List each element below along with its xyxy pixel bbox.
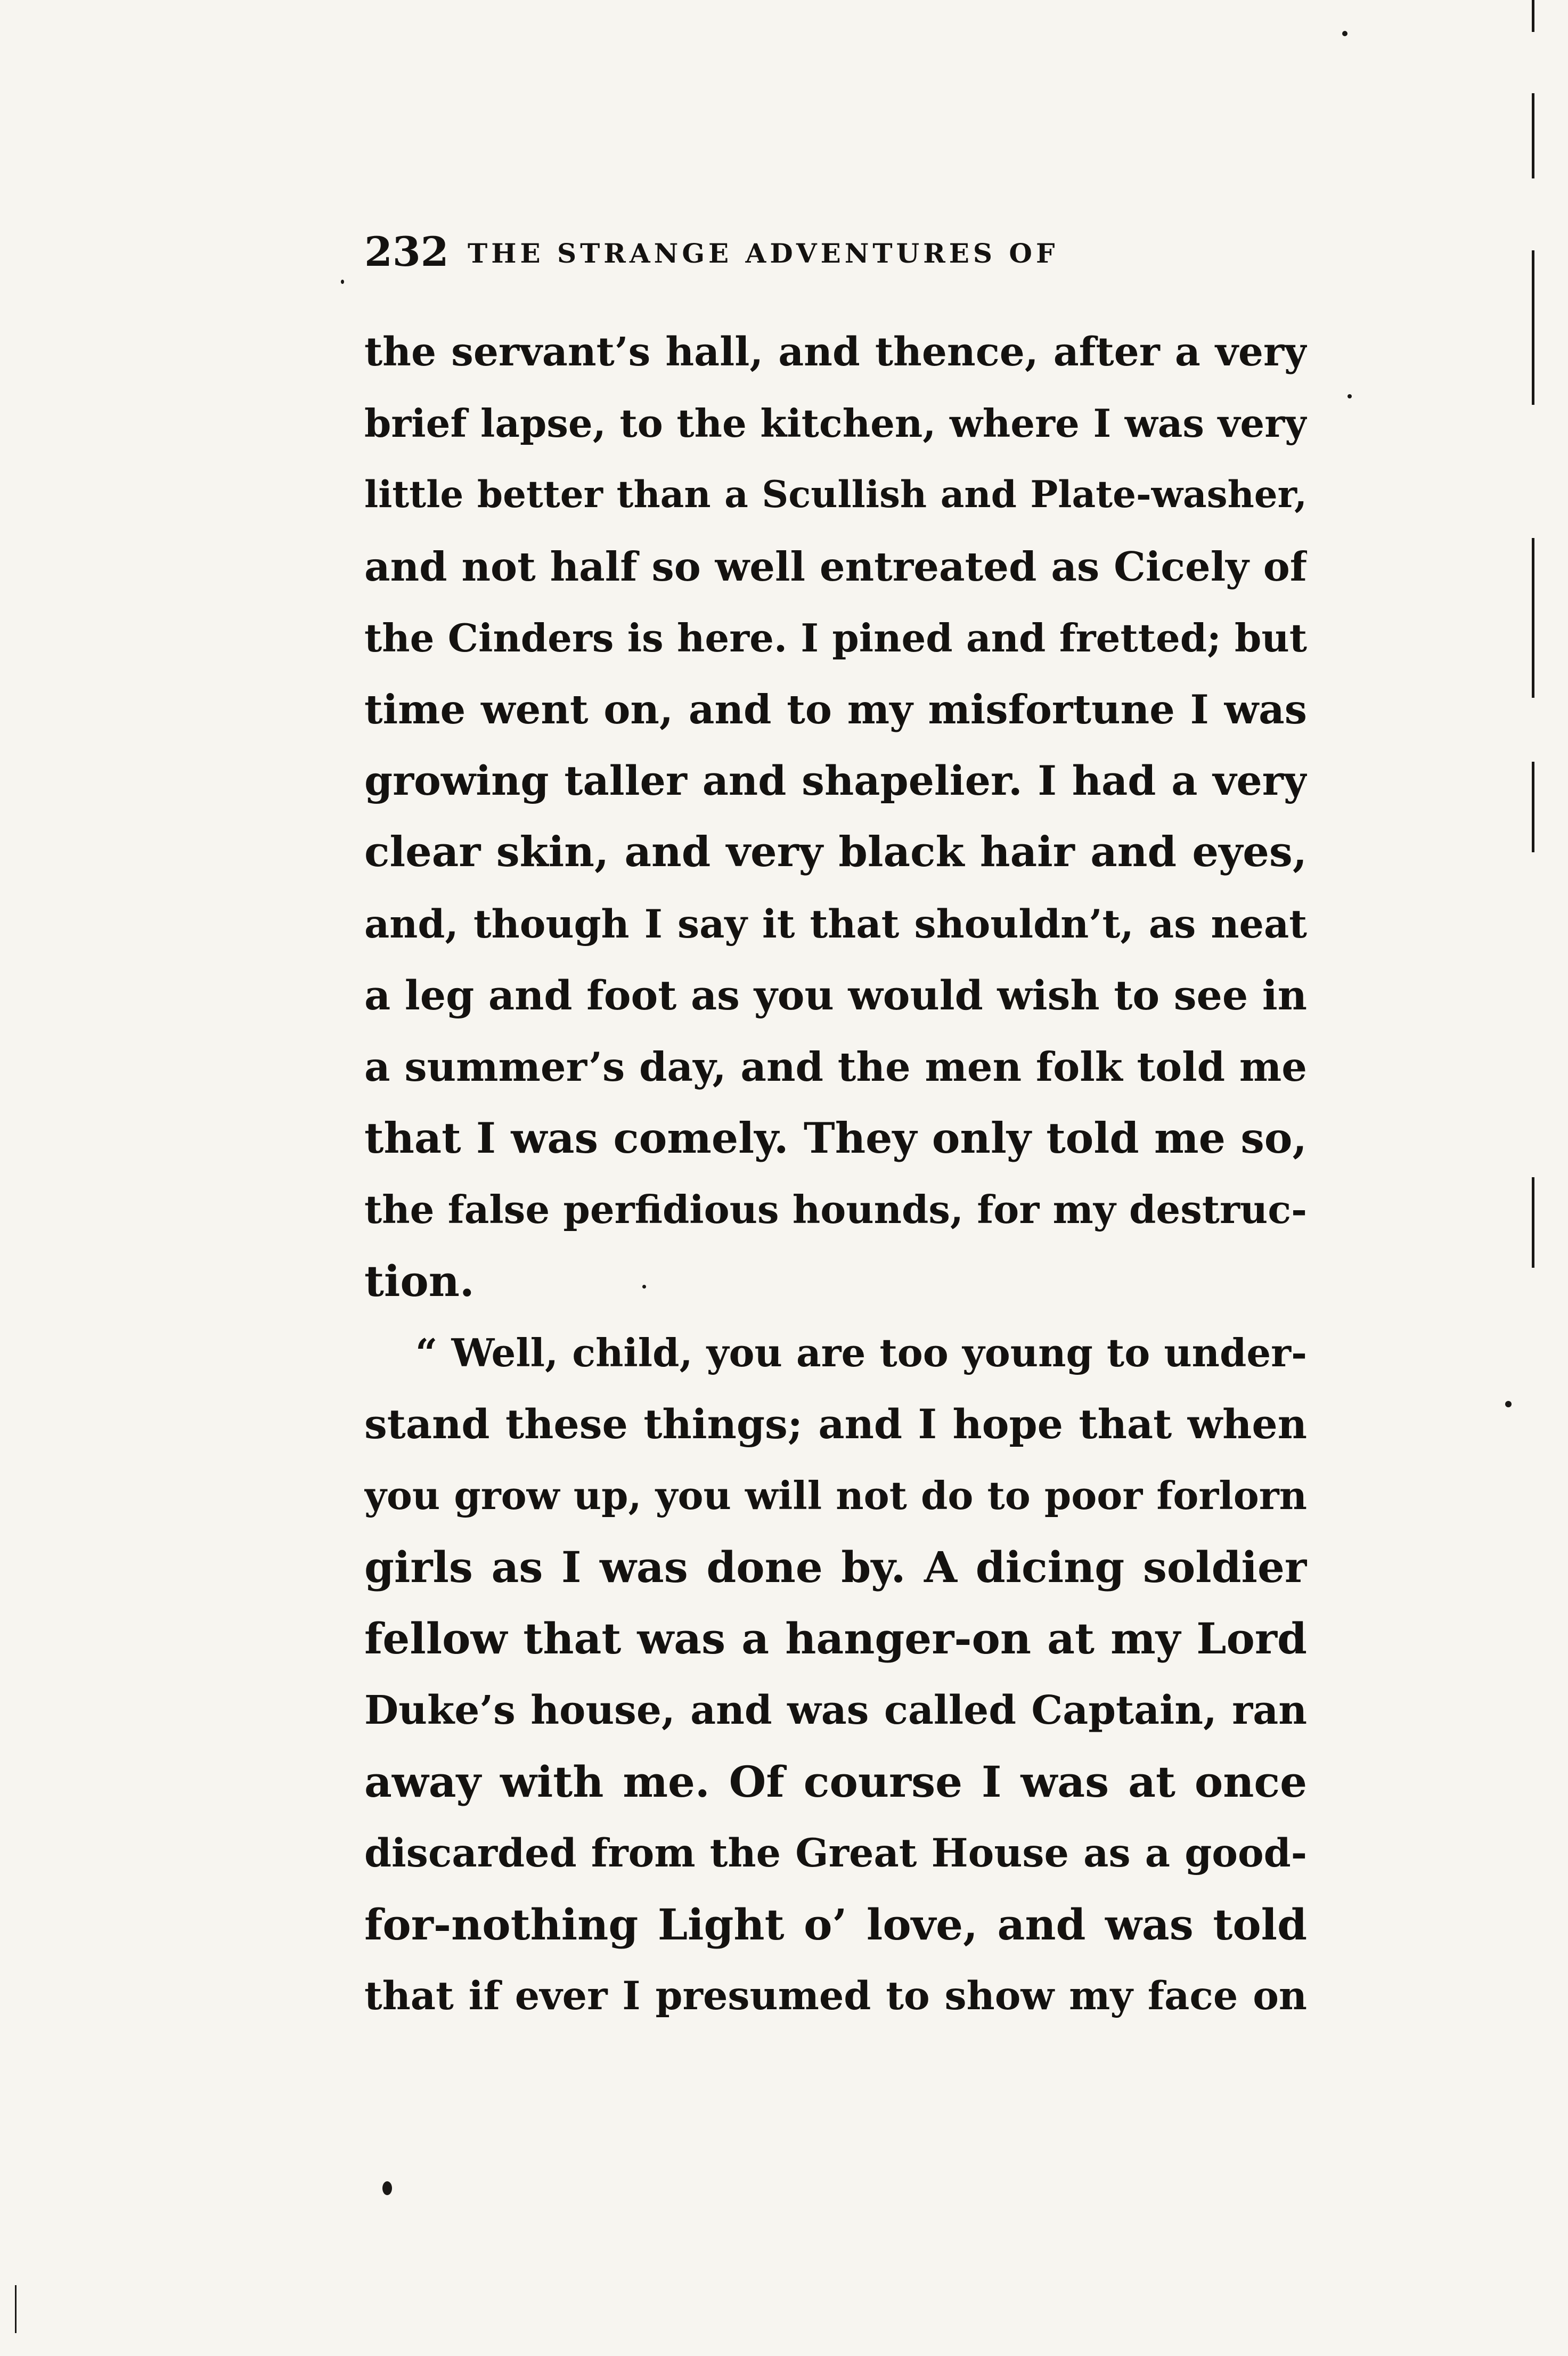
text-line: and, though I say it that shouldn’t, as neat: [364, 901, 1307, 947]
paragraph-first-line: “ Well, child, you are too young to under-: [415, 1330, 1307, 1375]
text-line: girls as I was done by. A dicing soldier: [364, 1542, 1307, 1593]
text-line: away with me. Of course I was at once: [364, 1756, 1307, 1807]
text-line: little better than a Scullish and Plate-washer,: [364, 473, 1307, 517]
scan-speck: [1348, 394, 1352, 398]
scan-edge-mark: [1532, 93, 1534, 178]
text-line: discarded from the Great House as a good-: [364, 1830, 1307, 1876]
text-line: that I was comely. They only told me so,: [364, 1113, 1307, 1163]
running-head-title: THE STRANGE ADVENTURES OF: [468, 238, 1059, 269]
text-line: the Cinders is here. I pined and fretted; but: [364, 615, 1307, 661]
scan-speck: [642, 1285, 646, 1289]
text-line: and not half so well entreated as Cicely of: [364, 543, 1307, 590]
page-number: 232: [364, 228, 449, 275]
running-head: [364, 223, 1302, 281]
text-line: that if ever I presumed to show my face on: [364, 1973, 1307, 2019]
scan-speck: [382, 2181, 392, 2195]
scan-edge-mark: [1532, 250, 1534, 405]
scan-edge-mark: [15, 2285, 17, 2333]
text-line: brief lapse, to the kitchen, where I was very: [364, 401, 1307, 446]
text-line: Duke’s house, and was called Captain, ran: [364, 1687, 1307, 1733]
text-line: for-nothing Light o’ love, and was told: [364, 1900, 1307, 1950]
text-line: a summer’s day, and the men folk told me: [364, 1043, 1307, 1090]
scan-speck: [341, 280, 344, 284]
scan-edge-mark: [1532, 538, 1534, 698]
text-line: you grow up, you will not do to poor forlorn: [364, 1473, 1307, 1518]
text-line: stand these things; and I hope that when: [364, 1400, 1307, 1448]
text-line: clear skin, and very black hair and eyes,: [364, 828, 1307, 877]
text-line: a leg and foot as you would wish to see in: [364, 971, 1307, 1019]
scan-speck: [1342, 31, 1348, 36]
scan-edge-mark: [1532, 1177, 1534, 1268]
text-line: fellow that was a hanger-on at my Lord: [364, 1613, 1307, 1664]
scan-edge-mark: [1532, 0, 1534, 32]
text-line: the servant’s hall, and thence, after a very: [364, 329, 1307, 375]
text-line: the false perfidious hounds, for my destruc-: [364, 1187, 1307, 1233]
text-line: tion.: [364, 1256, 475, 1307]
text-line: growing taller and shapelier. I had a very: [364, 757, 1307, 805]
text-line: time went on, and to my misfortune I was: [364, 686, 1307, 733]
scan-speck: [1505, 1401, 1512, 1407]
body-text: [364, 316, 1307, 2032]
scan-edge-mark: [1532, 762, 1534, 852]
